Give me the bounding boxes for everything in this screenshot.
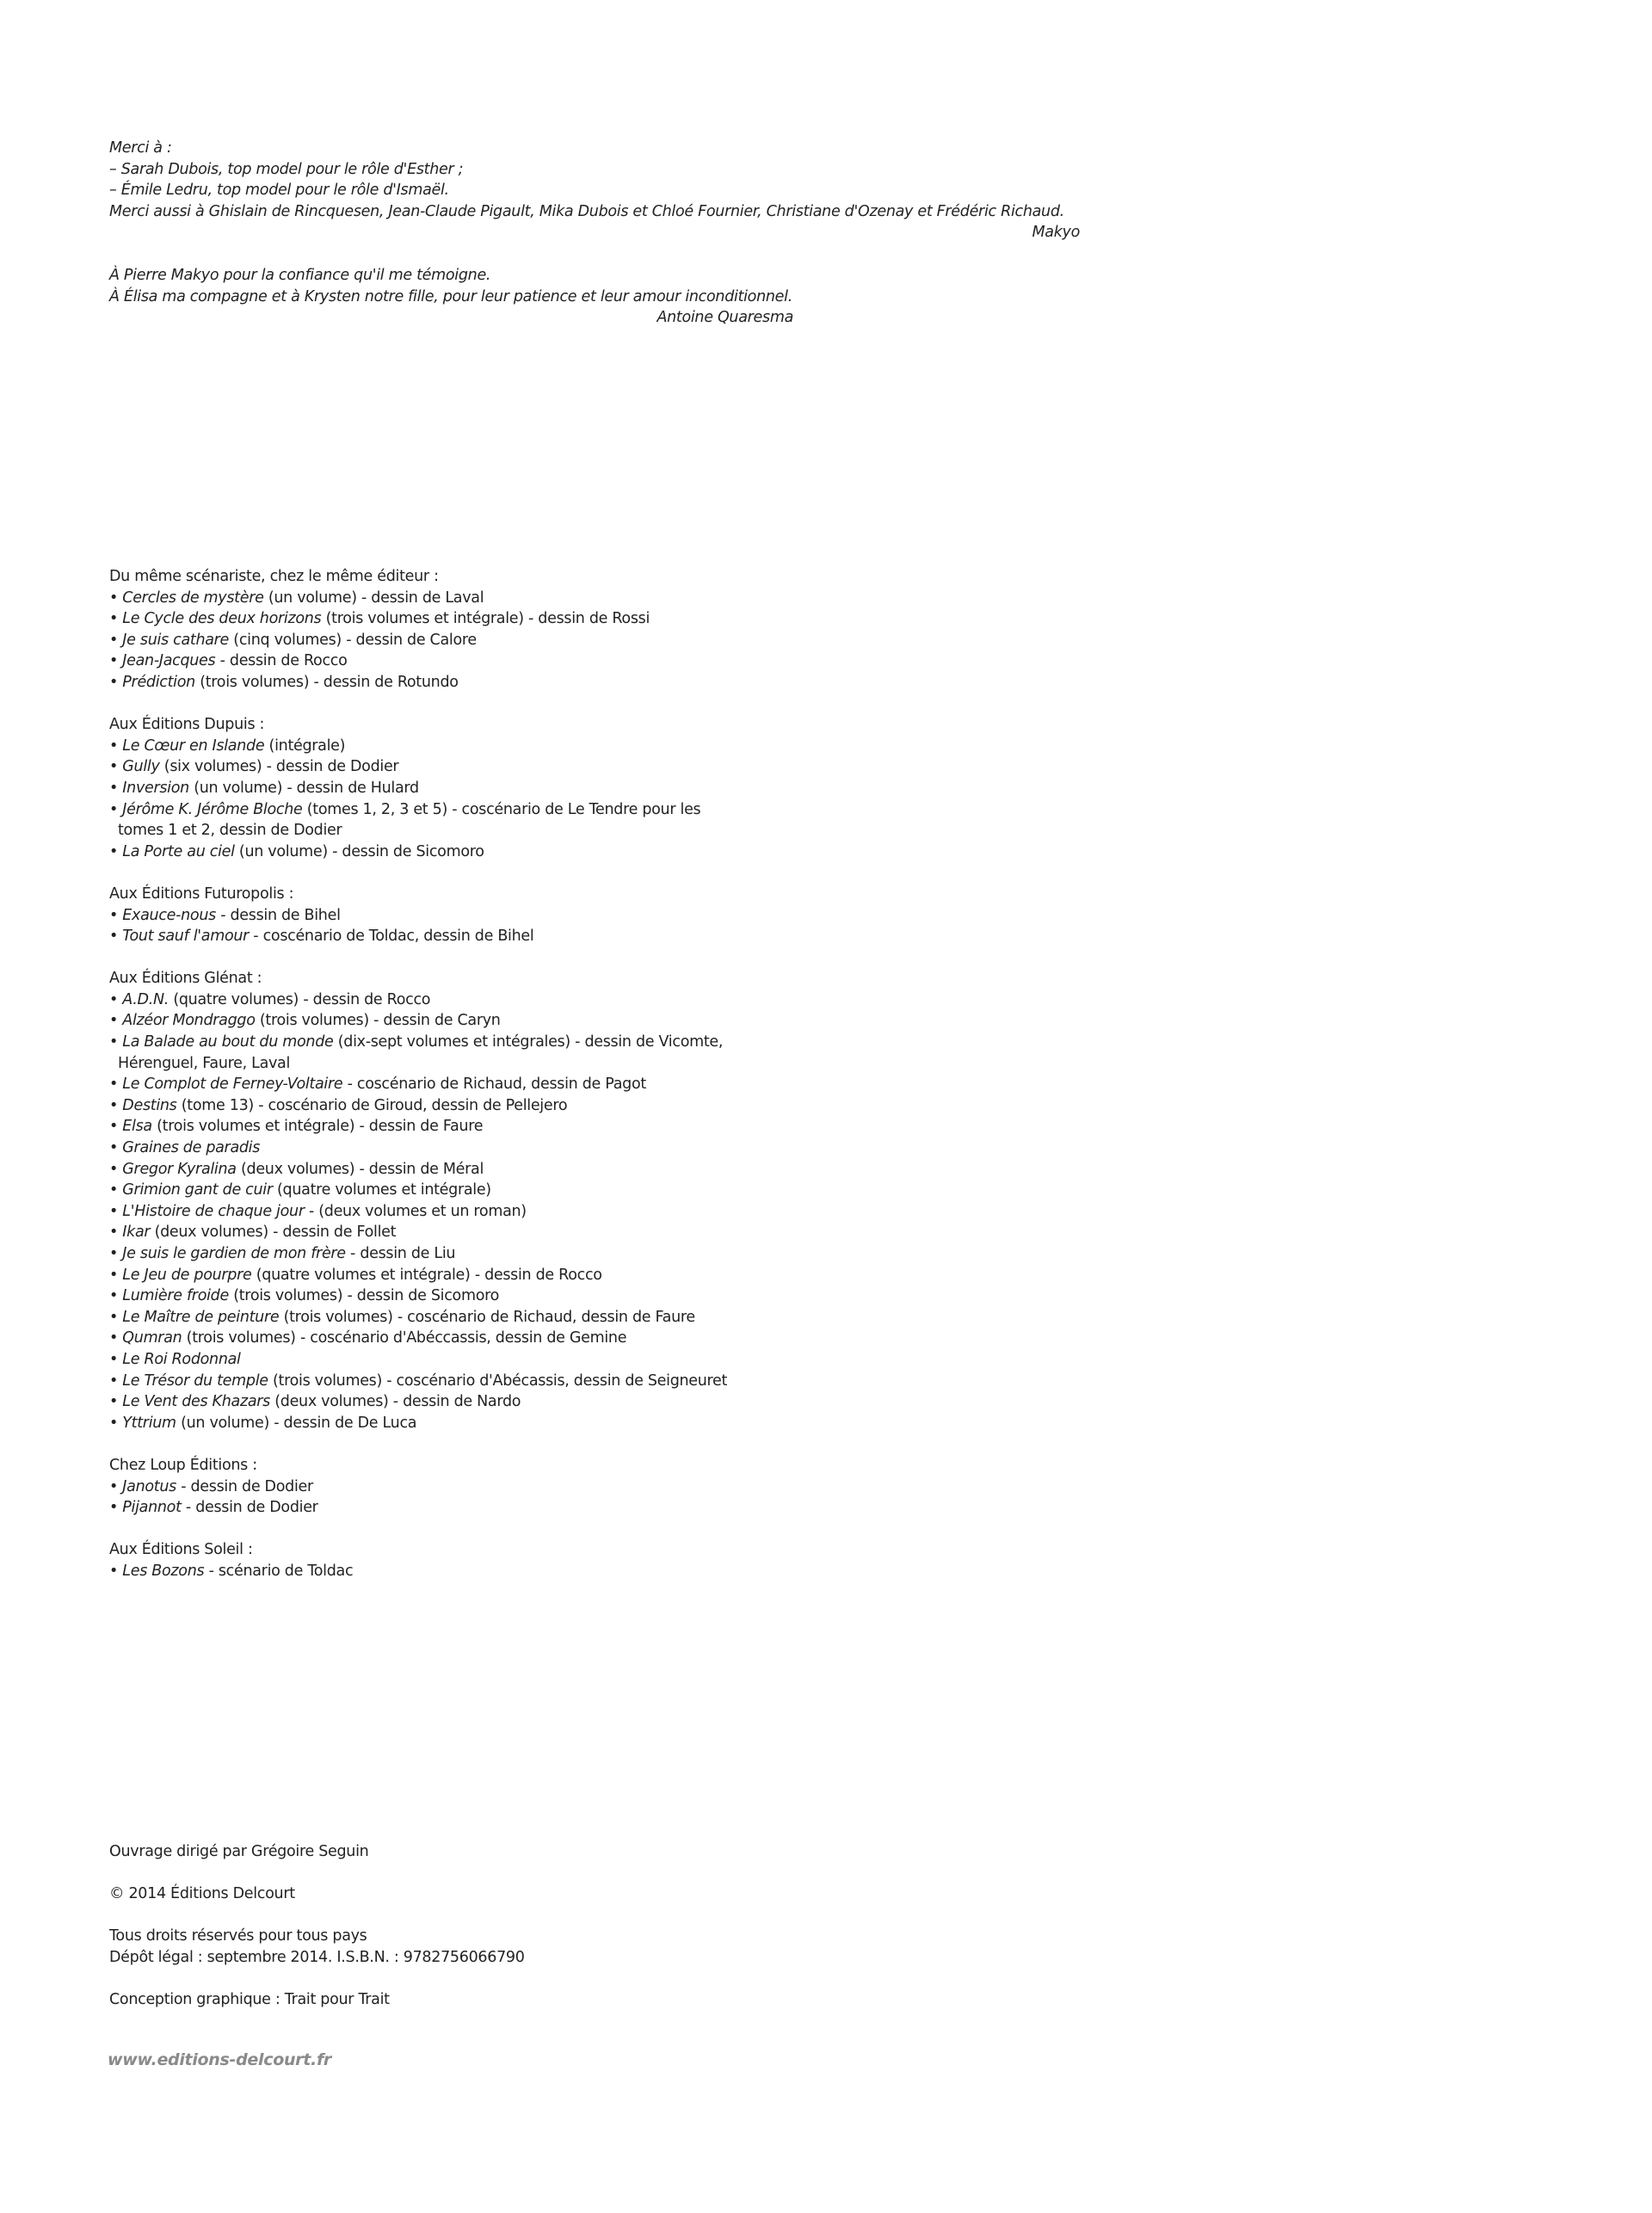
work-title: Gregor Kyralina — [122, 1160, 237, 1178]
bibliography-section — [109, 566, 970, 693]
work-details: - dessin de Dodier — [181, 1499, 318, 1517]
work-title: La Porte au ciel — [122, 842, 235, 860]
list-item — [109, 1159, 970, 1180]
bullet-icon: • — [109, 1477, 123, 1495]
work-title: L'Histoire de chaque jour — [122, 1202, 305, 1220]
bullet-icon: • — [109, 1350, 123, 1368]
list-item — [109, 1497, 970, 1519]
bullet-icon: • — [109, 800, 123, 818]
work-title: Le Maître de peinture — [122, 1308, 280, 1326]
legal-deposit: Dépôt légal : septembre 2014. I.S.B.N. : 9782756066790 — [109, 1948, 525, 1966]
list-item — [109, 1307, 970, 1328]
work-details: (six volumes) - dessin de Dodier — [159, 758, 399, 776]
list-item — [109, 1222, 970, 1243]
thanks-line: À Élisa ma compagne et à Krysten notre fille, pour leur patience et leur amour inconditionnel. — [109, 287, 792, 305]
list-item — [109, 1561, 970, 1582]
work-details: (deux volumes) - dessin de Follet — [150, 1224, 397, 1242]
list-item — [109, 778, 970, 799]
work-details: - dessin de Rocco — [215, 652, 348, 670]
work-details: (quatre volumes et intégrale) — [272, 1181, 491, 1199]
list-item — [109, 1349, 970, 1371]
thanks-line: Merci aussi à Ghislain de Rincquesen, Jean-Claude Pigault, Mika Dubois et Chloé Fournier, Christiane d'Ozenay et Frédéric Richaud. — [109, 202, 1064, 220]
bullet-icon: • — [109, 990, 123, 1008]
work-title: Qumran — [122, 1329, 182, 1347]
section-heading: Aux Éditions Soleil : — [109, 1541, 253, 1559]
bullet-icon: • — [109, 1202, 123, 1220]
work-details: (quatre volumes) - dessin de Rocco — [169, 990, 431, 1008]
work-details: (trois volumes et intégrale) - dessin de Rossi — [321, 610, 650, 628]
bullet-icon: • — [109, 1287, 123, 1305]
list-item — [109, 1265, 970, 1286]
signature-makyo: Makyo — [1032, 224, 1080, 242]
bullet-icon: • — [109, 1266, 123, 1284]
work-title: La Balade au bout du monde — [122, 1033, 334, 1051]
work-title: Le Jeu de pourpre — [122, 1266, 252, 1284]
bullet-icon: • — [109, 1096, 123, 1114]
list-item — [109, 1116, 970, 1137]
work-title: Le Complot de Ferney-Voltaire — [122, 1076, 343, 1094]
list-item — [109, 1476, 970, 1498]
bibliography-section — [109, 1455, 970, 1519]
bullet-icon: • — [109, 1160, 123, 1178]
work-title: Jérôme K. Jérôme Bloche — [122, 800, 303, 818]
bullet-icon: • — [109, 1118, 123, 1136]
colophon — [109, 1841, 798, 2011]
bullet-icon: • — [109, 673, 123, 691]
signature-quaresma: Antoine Quaresma — [656, 309, 793, 327]
bullet-icon: • — [109, 758, 123, 776]
list-item — [109, 1243, 970, 1265]
work-details: (un volume) - dessin de Laval — [263, 589, 484, 607]
work-details: (dix-sept volumes et intégrales) - dessin de Vicomte, — [333, 1033, 724, 1051]
list-item — [109, 841, 970, 863]
list-item — [109, 1180, 970, 1201]
bullet-icon: • — [109, 737, 123, 755]
work-title: Le Trésor du temple — [122, 1372, 268, 1390]
thanks-line: – Émile Ledru, top model pour le rôle d'Ismaël. — [109, 182, 449, 200]
list-item — [109, 650, 970, 672]
thanks-line: – Sarah Dubois, top model pour le rôle d'Esther ; — [109, 160, 464, 178]
bibliography-section — [109, 884, 970, 947]
list-item — [109, 1032, 970, 1053]
work-details: - dessin de Dodier — [176, 1477, 313, 1495]
work-title: Janotus — [122, 1477, 176, 1495]
publisher-website: www.editions-delcourt.fr — [108, 2050, 331, 2069]
work-details: (trois volumes) - dessin de Caryn — [255, 1012, 501, 1030]
bullet-icon: • — [109, 1076, 123, 1094]
editor-credit: Ouvrage dirigé par Grégoire Seguin — [109, 1843, 369, 1860]
list-item — [109, 905, 970, 927]
list-item-continuation: Hérenguel, Faure, Laval — [118, 1054, 291, 1072]
work-title: A.D.N. — [122, 990, 170, 1008]
list-item — [109, 1201, 970, 1223]
bibliography — [109, 566, 970, 1603]
bullet-icon: • — [109, 928, 123, 946]
bullet-icon: • — [109, 1499, 123, 1517]
bibliography-section — [109, 714, 970, 862]
work-details: - scénario de Toldac — [204, 1562, 354, 1580]
work-title: Exauce-nous — [122, 906, 216, 924]
work-title: Je suis le gardien de mon frère — [122, 1245, 346, 1262]
work-details: (trois volumes) - coscénario d'Abécassis, dessin de Seigneuret — [268, 1372, 728, 1390]
work-title: Les Bozons — [122, 1562, 205, 1580]
bullet-icon: • — [109, 652, 123, 670]
bullet-icon: • — [109, 1033, 123, 1051]
bullet-icon: • — [109, 1329, 123, 1347]
work-title: Le Roi Rodonnal — [122, 1350, 241, 1368]
work-details: (trois volumes) - coscénario d'Abéccassis, dessin de Gemine — [182, 1329, 627, 1347]
work-details: - coscénario de Toldac, dessin de Bihel — [249, 928, 534, 946]
list-item — [109, 630, 970, 651]
work-details: - (deux volumes et un roman) — [304, 1202, 527, 1220]
work-title: Lumière froide — [122, 1287, 229, 1305]
work-title: Ikar — [122, 1224, 151, 1242]
list-item — [109, 1095, 970, 1117]
bullet-icon: • — [109, 1414, 123, 1432]
work-title: Gully — [122, 758, 160, 776]
work-title: Graines de paradis — [122, 1139, 261, 1157]
work-title: Le Cœur en Islande — [122, 737, 265, 755]
bullet-icon: • — [109, 1245, 123, 1262]
bullet-icon: • — [109, 1562, 123, 1580]
bullet-icon: • — [109, 589, 123, 607]
work-details: (trois volumes) - coscénario de Richaud, dessin de Faure — [279, 1308, 695, 1326]
list-item — [109, 926, 970, 947]
bullet-icon: • — [109, 906, 123, 924]
bibliography-section — [109, 1539, 970, 1581]
work-title: Pijannot — [122, 1499, 182, 1517]
work-details: (deux volumes) - dessin de Nardo — [269, 1393, 521, 1411]
list-item — [109, 672, 970, 693]
thanks-line: À Pierre Makyo pour la confiance qu'il me témoigne. — [109, 267, 491, 284]
bullet-icon: • — [109, 631, 123, 649]
work-title: Je suis cathare — [122, 631, 230, 649]
work-title: Jean-Jacques — [122, 652, 216, 670]
list-item — [109, 588, 970, 609]
work-title: Alzéor Mondraggo — [122, 1012, 256, 1030]
acknowledgements-makyo — [109, 138, 1080, 243]
copyright-notice: © 2014 Éditions Delcourt — [109, 1885, 295, 1903]
rights-notice: Tous droits réservés pour tous pays — [109, 1927, 367, 1945]
work-title: Le Vent des Khazars — [122, 1393, 270, 1411]
work-details: (tomes 1, 2, 3 et 5) - coscénario de Le Tendre pour les — [302, 800, 701, 818]
work-title: Tout sauf l'amour — [122, 928, 250, 946]
work-details: (deux volumes) - dessin de Méral — [236, 1160, 484, 1178]
work-details: - dessin de Bihel — [215, 906, 341, 924]
work-title: Inversion — [122, 779, 189, 797]
bullet-icon: • — [109, 1372, 123, 1390]
list-item — [109, 799, 970, 821]
work-title: Yttrium — [122, 1414, 176, 1432]
bullet-icon: • — [109, 842, 123, 860]
work-details: (cinq volumes) - dessin de Calore — [229, 631, 477, 649]
section-heading: Du même scénariste, chez le même éditeur : — [109, 568, 439, 585]
design-credit: Conception graphique : Trait pour Trait — [109, 1991, 390, 2009]
work-details: (trois volumes et intégrale) - dessin de Faure — [151, 1118, 484, 1136]
list-item — [109, 1391, 970, 1413]
work-details: (trois volumes) - dessin de Sicomoro — [228, 1287, 500, 1305]
bullet-icon: • — [109, 1012, 123, 1030]
bibliography-section — [109, 968, 970, 1433]
bullet-icon: • — [109, 1224, 123, 1242]
bullet-icon: • — [109, 1139, 123, 1157]
work-details: (intégrale) — [264, 737, 346, 755]
section-heading: Aux Éditions Glénat : — [109, 970, 262, 988]
bullet-icon: • — [109, 1308, 123, 1326]
list-item-continuation: tomes 1 et 2, dessin de Dodier — [118, 822, 342, 840]
work-title: Elsa — [122, 1118, 152, 1136]
list-item — [109, 1328, 970, 1349]
bullet-icon: • — [109, 1181, 123, 1199]
list-item — [109, 1010, 970, 1032]
work-details: (trois volumes) - dessin de Rotundo — [194, 673, 459, 691]
list-item — [109, 1371, 970, 1392]
bullet-icon: • — [109, 1393, 123, 1411]
work-title: Le Cycle des deux horizons — [122, 610, 322, 628]
work-details: (un volume) - dessin de Hulard — [188, 779, 419, 797]
list-item — [109, 756, 970, 778]
work-title: Grimion gant de cuir — [122, 1181, 273, 1199]
list-item — [109, 989, 970, 1011]
list-item — [109, 1074, 970, 1095]
section-heading: Chez Loup Éditions : — [109, 1456, 257, 1474]
work-details: (quatre volumes et intégrale) - dessin de Rocco — [251, 1266, 602, 1284]
list-item — [109, 1137, 970, 1159]
work-title: Destins — [122, 1096, 177, 1114]
work-details: - dessin de Liu — [345, 1245, 456, 1262]
thanks-line: Merci à : — [109, 139, 172, 157]
work-details: - coscénario de Richaud, dessin de Pagot — [342, 1076, 646, 1094]
work-title: Cercles de mystère — [122, 589, 264, 607]
section-heading: Aux Éditions Futuropolis : — [109, 885, 294, 903]
work-title: Prédiction — [122, 673, 195, 691]
work-details: (un volume) - dessin de Sicomoro — [234, 842, 484, 860]
bullet-icon: • — [109, 610, 123, 628]
work-details: (un volume) - dessin de De Luca — [176, 1414, 417, 1432]
section-heading: Aux Éditions Dupuis : — [109, 716, 265, 734]
bullet-icon: • — [109, 779, 123, 797]
list-item — [109, 736, 970, 757]
list-item — [109, 1285, 970, 1307]
list-item — [109, 608, 970, 630]
acknowledgements-quaresma — [109, 265, 793, 329]
list-item — [109, 1413, 970, 1434]
work-details: (tome 13) - coscénario de Giroud, dessin de Pellejero — [176, 1096, 568, 1114]
